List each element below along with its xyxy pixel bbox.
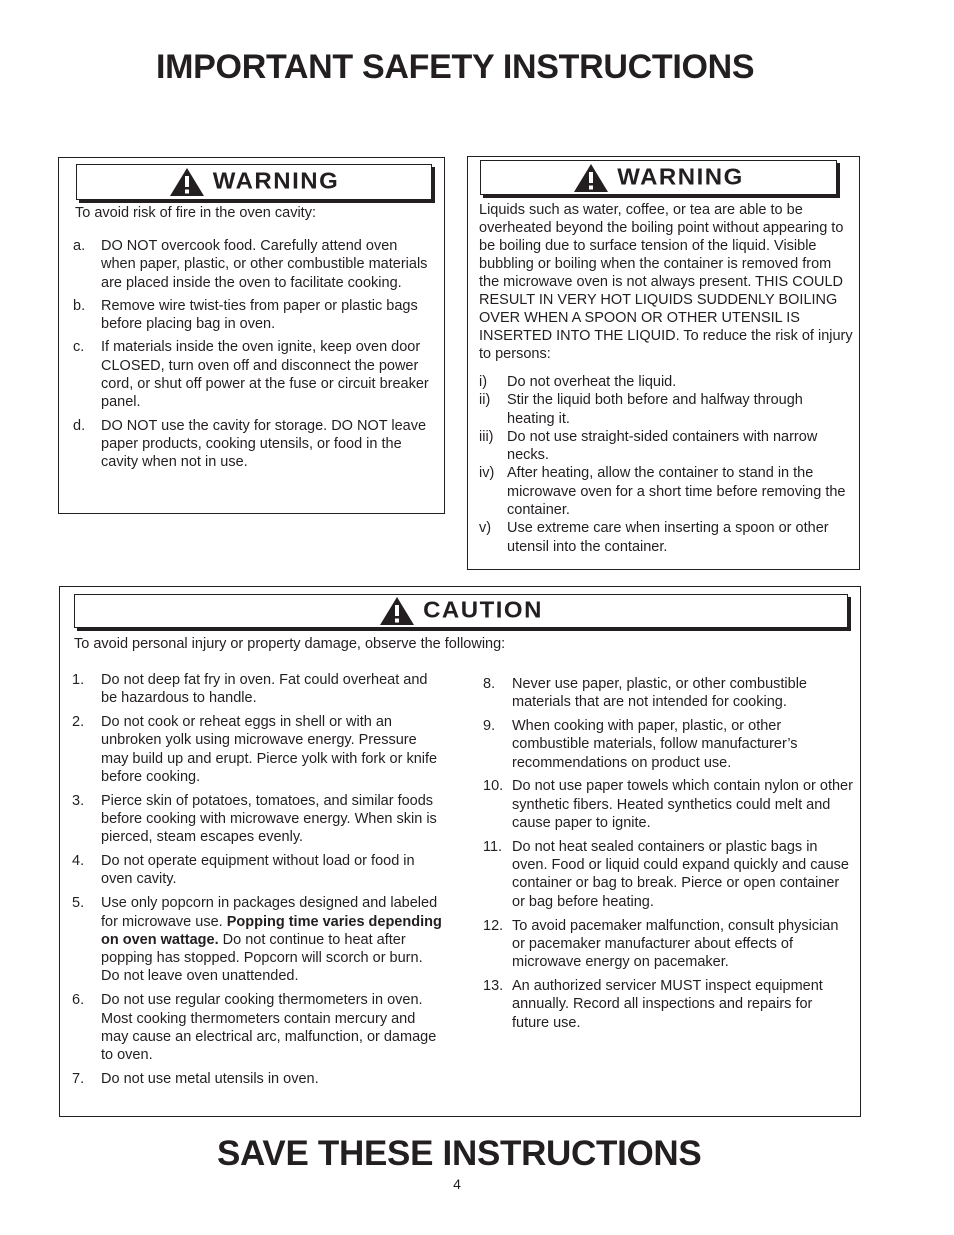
item-label: 9. — [483, 718, 496, 735]
item-text: DO NOT overcook food. Carefully attend oven when paper, plastic, or other combustible materials are placed inside the oven to facilitate cooking. — [101, 238, 428, 291]
item-text: To avoid pacemaker malfunction, consult physician or pacemaker manufacturer about effects of microwave energy on pacemaker. — [512, 917, 839, 971]
caution-banner — [74, 594, 848, 628]
list-item — [72, 1070, 444, 1088]
item-text: After heating, allow the container to stand in the microwave oven for a short time before removing the container. — [507, 465, 846, 519]
item-text: When cooking with paper, plastic, or other combustible materials, follow manufacturer’s recommendations on product use. — [512, 718, 798, 771]
caution-list-left — [72, 671, 444, 1094]
list-item — [483, 717, 853, 772]
item-text-bold: Popping time varies depending on oven wattage. — [101, 913, 442, 948]
item-text: Stir the liquid both before and halfway through heating it. — [507, 392, 803, 427]
item-label: a. — [73, 238, 86, 254]
list-item — [72, 713, 444, 786]
warning-label: WARNING — [212, 168, 340, 195]
caution-list-right — [483, 675, 853, 1037]
item-label: 4. — [72, 853, 85, 870]
item-label: 12. — [483, 917, 504, 934]
item-label: 3. — [72, 792, 85, 809]
list-item — [73, 237, 433, 292]
footer-title: SAVE THESE INSTRUCTIONS — [217, 1134, 702, 1173]
list-item — [72, 852, 444, 889]
item-text: Do not overheat the liquid. — [507, 374, 677, 390]
caution-box — [59, 586, 861, 1117]
item-label: 10. — [483, 778, 504, 795]
page-number: 4 — [453, 1176, 461, 1192]
item-text: Remove wire twist-ties from paper or plastic bags before placing bag in oven. — [101, 297, 418, 333]
list-item — [479, 391, 854, 428]
item-text: Never use paper, plastic, or other combustible materials that are not intended for cooking. — [512, 676, 807, 711]
list-item — [73, 417, 433, 472]
item-text: Do not deep fat fry in oven. Fat could overheat and be hazardous to handle. — [101, 672, 428, 707]
item-text: DO NOT use the cavity for storage. DO NOT leave paper products, cooking utensils, or food in the cavity when not in use. — [101, 417, 427, 471]
warning-liquid-intro: Liquids such as water, coffee, or tea are able to be overheated beyond the boiling point without appearing to be boiling due to surface tension of the liquid. Visible bubbling or boiling when the container is removed from the microwave oven is not always present. THIS COULD RESULT IN VERY HOT LIQUIDS SUDDENLY BOILING OVER WHEN A SPOON OR OTHER UTENSIL IS INSERTED INTO THE LIQUID. To reduce the risk of injury to persons: — [479, 202, 853, 362]
item-text: An authorized servicer MUST inspect equipment annually. Record all inspections and repairs for future use. — [512, 977, 823, 1031]
list-item — [479, 464, 854, 519]
list-item — [483, 917, 853, 972]
list-item — [479, 519, 854, 556]
caution-label: CAUTION — [423, 597, 543, 624]
item-label: 1. — [72, 672, 85, 688]
list-item — [73, 297, 433, 334]
item-label: i) — [479, 374, 488, 390]
item-text: Do not use regular cooking thermometers in oven. Most cooking thermometers contain mercury and may cause an electrical arc, malfunction, or damage to oven. — [101, 992, 437, 1064]
item-text: Do not use metal utensils in oven. — [101, 1070, 319, 1087]
list-item — [483, 777, 853, 832]
item-label: 11. — [483, 838, 503, 855]
list-item — [479, 428, 854, 465]
list-item — [483, 675, 853, 712]
list-item — [72, 671, 444, 708]
page-title: IMPORTANT SAFETY INSTRUCTIONS — [156, 48, 755, 86]
item-text: Do not operate equipment without load or food in oven cavity. — [101, 853, 415, 888]
item-text — [101, 894, 444, 985]
item-label: ii) — [479, 392, 491, 409]
list-item — [483, 977, 853, 1032]
item-text: If materials inside the oven ignite, keep oven door CLOSED, turn oven off and disconnect the power cord, or shut off power at the fuse or circuit breaker panel. — [101, 339, 429, 411]
item-label: v) — [479, 520, 492, 537]
warning-label: WARNING — [617, 164, 744, 190]
list-item — [72, 792, 444, 847]
item-text: Do not heat sealed containers or plastic bags in oven. Food or liquid could expand quickly and cause container or bag to break. Pierce or open container or bag before heating. — [512, 838, 849, 910]
item-text: Do not cook or reheat eggs in shell or with an unbroken yolk using microwave energy. Pressure may build up and erupt. Pierce yolk with fork or knife before cooking. — [101, 714, 438, 785]
item-text: Use extreme care when inserting a spoon or other utensil into the container. — [507, 520, 829, 555]
item-label: 13. — [483, 977, 504, 994]
warning-fire-intro: To avoid risk of fire in the oven cavity: — [75, 205, 316, 221]
item-label: 8. — [483, 676, 496, 692]
warning-fire-list — [73, 237, 433, 477]
item-text: Pierce skin of potatoes, tomatoes, and similar foods before cooking with microwave energy. When skin is pierced, steam escapes evenly. — [101, 792, 437, 846]
list-item — [483, 838, 853, 911]
item-label: 7. — [72, 1070, 85, 1087]
list-item — [479, 373, 854, 391]
warning-triangle-icon — [379, 596, 415, 626]
item-label: 5. — [72, 895, 85, 912]
warning-banner — [76, 164, 432, 200]
item-text-part: Use only popcorn in packages designed and labeled for microwave use. — [101, 895, 438, 930]
item-label: iv) — [479, 465, 495, 482]
item-text: Do not use straight-sided containers with narrow necks. — [507, 428, 818, 464]
item-label: c. — [73, 339, 85, 356]
warning-fire-box — [58, 157, 445, 514]
list-item — [72, 894, 444, 985]
item-label: d. — [73, 417, 86, 434]
warning-triangle-icon — [169, 167, 205, 197]
warning-banner — [480, 160, 837, 195]
caution-intro: To avoid personal injury or property damage, observe the following: — [74, 636, 506, 652]
item-label: iii) — [479, 428, 494, 445]
list-item — [73, 338, 433, 411]
list-item — [72, 991, 444, 1064]
item-label: b. — [73, 297, 86, 314]
item-text-part: Do not continue to heat after popping has stopped. Popcorn will scorch or burn. Do not leave oven unattended. — [101, 931, 423, 985]
item-label: 2. — [72, 714, 85, 731]
warning-liquid-list — [479, 373, 854, 556]
item-text: Do not use paper towels which contain nylon or other synthetic fibers. Heated synthetics could melt and cause paper to ignite. — [512, 778, 853, 832]
warning-liquid-box — [467, 156, 860, 570]
item-label: 6. — [72, 992, 85, 1009]
warning-triangle-icon — [573, 163, 609, 193]
